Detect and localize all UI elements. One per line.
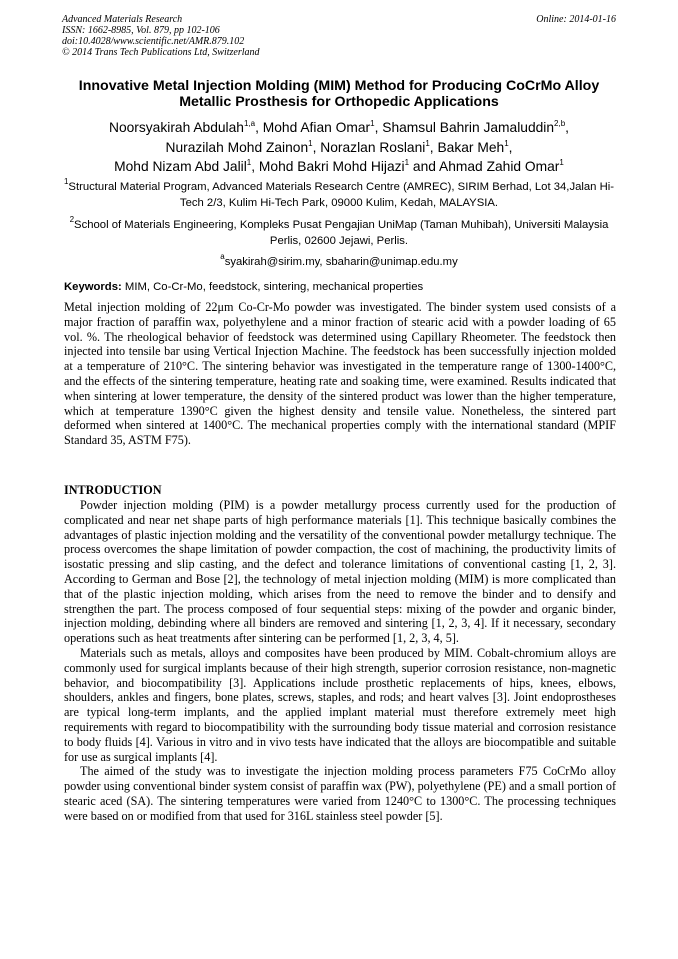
email-line [62, 252, 616, 269]
email-mark: a [220, 252, 225, 261]
journal-header [62, 14, 616, 58]
journal-name: Advanced Materials Research [62, 14, 183, 25]
author-affiliation-mark: 1 [404, 158, 410, 168]
author-name: Noorsyakirah Abdulah [108, 120, 244, 135]
author-name: Mohd Afian Omar [262, 120, 371, 135]
author-affiliation-mark: 1 [370, 119, 375, 128]
author-name: Mohd Nizam Abd Jalil [114, 159, 247, 175]
author-name: Ahmad Zahid Omar [439, 159, 560, 175]
issn-line: ISSN: 1662-8985, Vol. 879, pp 102-106 [62, 25, 220, 36]
doi-line: doi:10.4028/www.scientific.net/AMR.879.102 [62, 36, 245, 47]
paper-title: Innovative Metal Injection Molding (MIM) Method for Producing CoCrMo Alloy Metallic Prosthesis for Orthopedic Applications [78, 78, 600, 110]
author-separator: , [565, 120, 570, 135]
author-affiliation-mark: 2,b [554, 119, 566, 128]
author-name: Mohd Bakri Mohd Hijazi [258, 159, 405, 175]
author-name: Bakar Meh [437, 139, 505, 155]
author-list [56, 118, 622, 177]
author-affiliation-mark: 1,a [243, 119, 256, 128]
author-separator: , [429, 139, 438, 155]
author-affiliation-mark: 1 [246, 158, 252, 168]
keywords-label: Keywords: [64, 281, 122, 293]
author-affiliation-mark: 1 [504, 138, 509, 148]
introduction-body [64, 498, 616, 824]
keywords-text: MIM, Co-Cr-Mo, feedstock, sintering, mechanical properties [121, 281, 424, 293]
author-affiliation-mark: 1 [425, 138, 430, 148]
author-name: Shamsul Bahrin Jamaluddin [382, 120, 555, 135]
affiliation-text: School of Materials Engineering, Kompleks Pusat Pengajian UniMap (Taman Muhibah), Universiti Malaysia Perlis, 02600 Jejawi, Perlis. [74, 219, 609, 247]
paragraph: Materials such as metals, alloys and composites have been produced by MIM. Cobalt-chromium alloys are commonly used for surgical implants because of their high strength, superior corrosion resistance, non-magnetic behavior, and biocompatibility [3]. Applications include prosthetic replacements of hips, knees, elbows, shoulders, ankles and fingers, bone plates, screws, staples, and rods; and heart valves [3]. Joint endoprostheses are typical long-term implants, and the applied implant material must therefore extremely meet high requirements with regard to biocompatibility with the surrounding body tissue material and corrosion resistance to body fluids [4]. Various in vitro and in vivo tests have indicated that the alloys are biocompatible and suitable for use as surgical implants [4]. [64, 645, 616, 764]
online-date: Online: 2014-01-16 [536, 14, 616, 25]
affiliation-text: Structural Material Program, Advanced Materials Research Centre (AMREC), SIRIM Berhad, Lot 34,Jalan Hi-Tech 2/3, Kulim Hi-Tech Park, 09000 Kulim, Kedah, MALAYSIA. [68, 181, 615, 209]
affiliation-number: 2 [69, 215, 75, 224]
affiliation-2 [62, 215, 616, 249]
author-name: Norazlan Roslani [320, 139, 426, 155]
keywords [64, 280, 616, 294]
author-separator: and [409, 159, 440, 175]
affiliation-number: 1 [63, 177, 69, 186]
author-affiliation-mark: 1 [559, 158, 564, 168]
paragraph: The aimed of the study was to investigate the injection molding process parameters F75 CoCrMo alloy powder using conventional binder system consist of paraffin wax (PW), polyethylene (PE) and a small portion of stearic aced (SA). The sintering temperatures were varied from 1240°C to 1300°C. The processing techniques were based on or modified from that used for 316L stainless steel powder [5]. [64, 764, 616, 823]
abstract: Metal injection molding of 22μm Co-Cr-Mo powder was investigated. The binder system used consists of a major fraction of paraffin wax, polyethylene and a minor fraction of stearic acid with a powder loading of 65 vol. %. The rheological behavior of feedstock was determined using Capillary Rheometer. The feedstock then injected into tensile bar using Vertical Injection Machine. The feedstock has been successfully injection molded at a temperature of 210°C. The sintering behavior was investigated in the temperature range of 1300-1400°C, and the effects of the sintering temperature, heating rate and soaking time, were examined. Results indicated that when sintering at lower temperature, the density of the sintered product was lower than the higher temperature, which at temperature 1390°C given the highest density and tensile value. Nonetheless, the sintered part deformed when sintered at 1400°C. The mechanical properties comply with the international standard (MPIF Standard 35, ASTM F75). [64, 300, 616, 448]
author-affiliation-mark: 1 [308, 138, 313, 148]
section-heading-introduction: INTRODUCTION [64, 483, 162, 497]
paragraph: Powder injection molding (PIM) is a powder metallurgy process currently used for the production of complicated and near net shape parts of high performance materials [1]. This technique basically combines the advantages of plastic injection molding and the versatility of the conventional powder metallurgy technique. The process overcomes the shape limitation of powder compaction, the cost of machining, the productivity limits of isostatic pressing and slip casting, and the defect and tolerance limitations of conventional casting [1, 2, 3]. According to German and Bose [2], the technology of metal injection molding (MIM) is more complicated than that of the plastic injection molding, which arises from the need to remove the binder and to densify and strengthen the part. The process composed of four sequential steps: mixing of the powder and organic binder, injection molding, debinding where all binders are removed and sintering [1, 2, 3, 4]. If it necessary, secondary operations such as heat treatments after sintering can be performed [1, 2, 3, 4, 5]. [64, 498, 616, 646]
copyright-line: © 2014 Trans Tech Publications Ltd, Switzerland [62, 47, 260, 58]
author-separator: , [374, 120, 383, 135]
author-separator: , [251, 159, 259, 175]
affiliation-1 [62, 177, 616, 211]
author-separator: , [508, 139, 513, 155]
author-separator: , [255, 120, 263, 135]
email-addresses: syakirah@sirim.my, sbaharin@unimap.edu.my [224, 256, 458, 268]
author-separator: , [312, 139, 321, 155]
author-name: Nurazilah Mohd Zainon [165, 139, 309, 155]
